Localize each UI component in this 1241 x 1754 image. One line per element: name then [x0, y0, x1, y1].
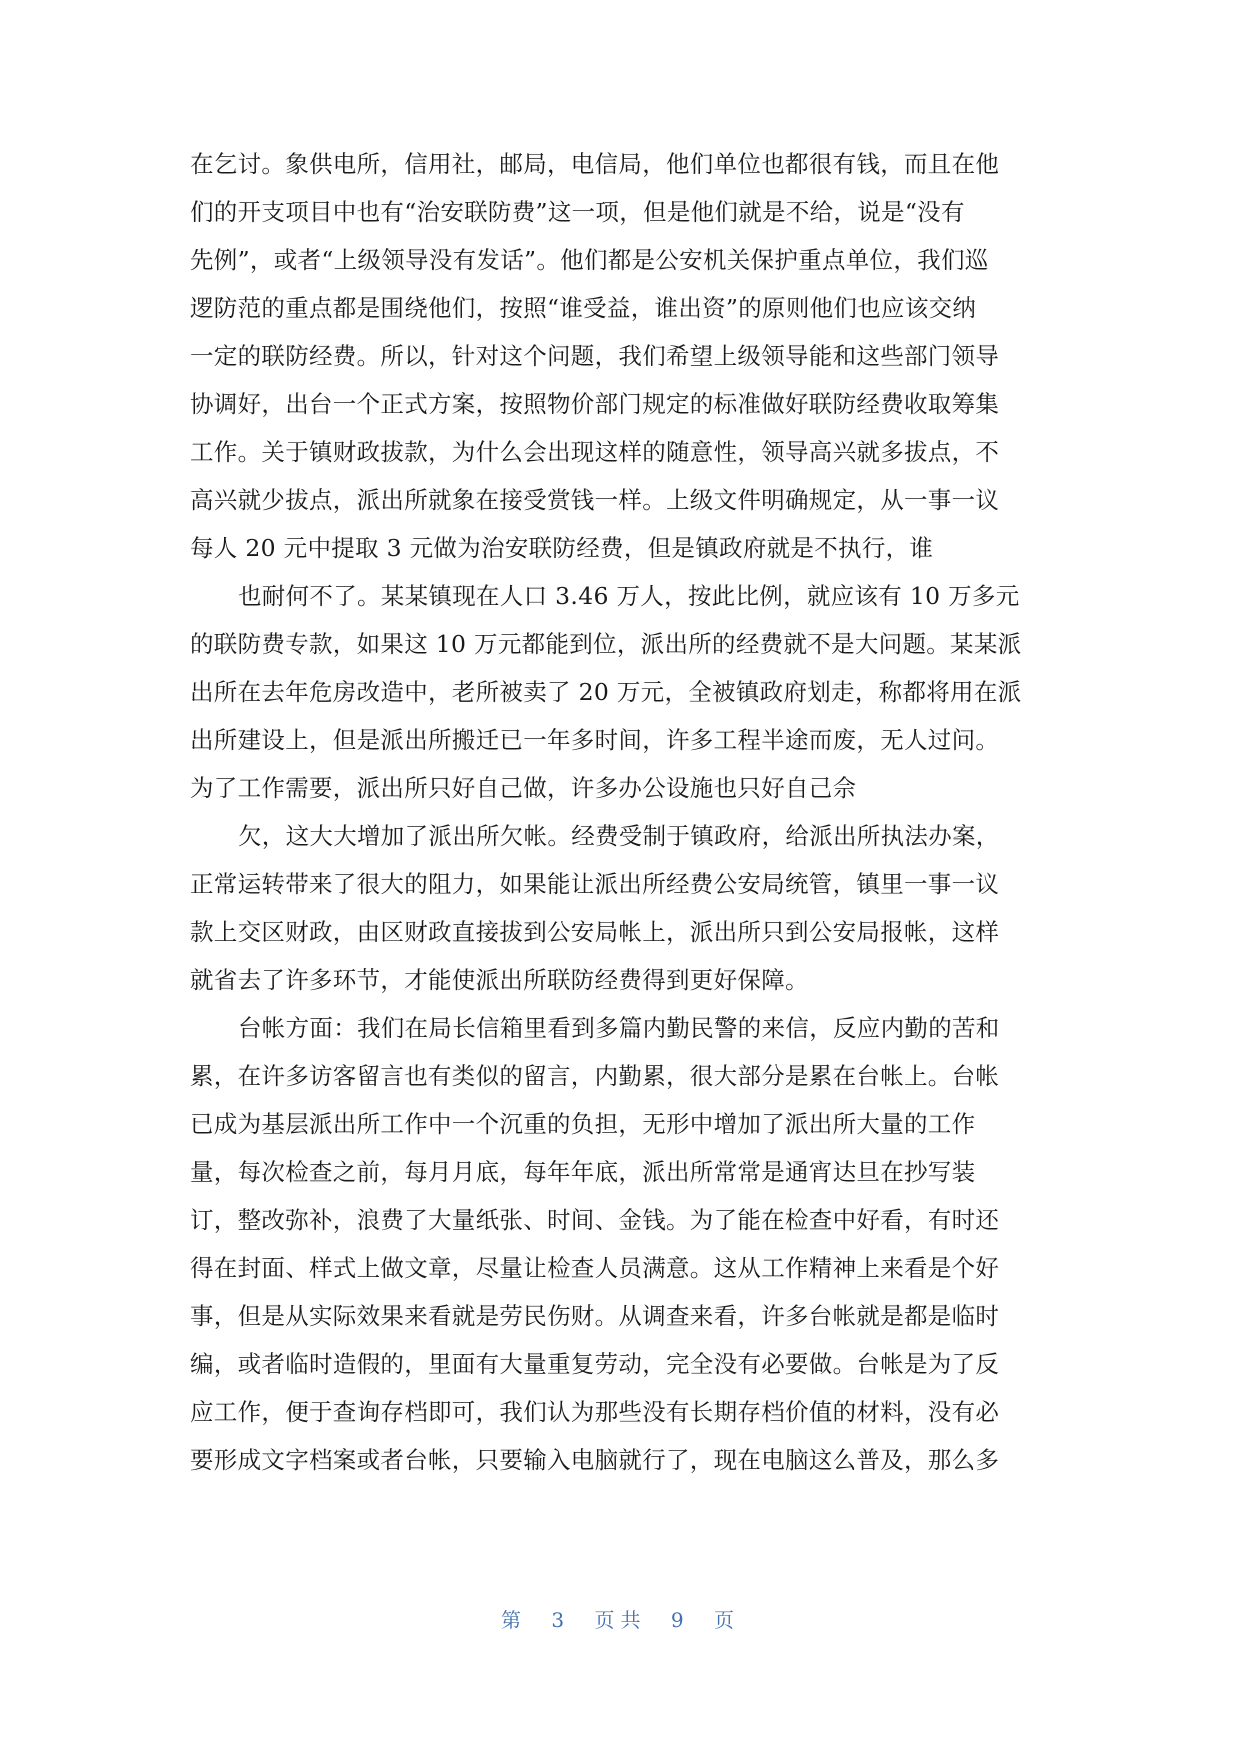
text-line: 量，每次检查之前，每月月底，每年年底，派出所常常是通宵达旦在抄写装 [190, 1158, 976, 1186]
text-line: 的联防费专款，如果这 10 万元都能到位，派出所的经费就不是大问题。某某派 [190, 630, 1022, 658]
text-line: 高兴就少拔点，派出所就象在接受赏钱一样。上级文件明确规定，从一事一议 [190, 486, 1000, 514]
text-line: 要形成文字档案或者台帐，只要输入电脑就行了，现在电脑这么普及，那么多 [190, 1446, 1000, 1474]
text-line: 编，或者临时造假的，里面有大量重复劳动，完全没有必要做。台帐是为了反 [190, 1350, 1000, 1378]
paragraph [190, 140, 1055, 572]
text-line: 们的开支项目中也有“治安联防费”这一项，但是他们就是不给，说是“没有 [190, 198, 965, 226]
text-line: 也耐何不了。某某镇现在人口 3.46 万人，按此比例，就应该有 10 万多元 [238, 582, 1020, 610]
paragraph [190, 1004, 1055, 1484]
text-line: 正常运转带来了很大的阻力，如果能让派出所经费公安局统管，镇里一事一议 [190, 870, 1000, 898]
text-line: 每人 20 元中提取 3 元做为治安联防经费，但是镇政府就是不执行，谁 [190, 534, 934, 562]
current-page-number: 3 [551, 1608, 571, 1632]
text-line: 出所建设上，但是派出所搬迁已一年多时间，许多工程半途而废，无人过问。 [190, 726, 1000, 754]
text-line: 逻防范的重点都是围绕他们，按照“谁受益，谁出资”的原则他们也应该交纳 [190, 294, 977, 322]
text-line: 订，整改弥补，浪费了大量纸张、时间、金钱。为了能在检查中好看，有时还 [190, 1206, 1000, 1234]
total-pages-number: 9 [670, 1608, 690, 1632]
text-line: 事，但是从实际效果来看就是劳民伤财。从调查来看，许多台帐就是都是临时 [190, 1302, 1000, 1330]
text-line: 先例”，或者“上级领导没有发话”。他们都是公安机关保护重点单位，我们巡 [190, 246, 989, 274]
text-line: 已成为基层派出所工作中一个沉重的负担，无形中增加了派出所大量的工作 [190, 1110, 976, 1138]
footer-middle: 页共 [594, 1608, 647, 1632]
text-line: 累，在许多访客留言也有类似的留言，内勤累，很大部分是累在台帐上。台帐 [190, 1062, 1000, 1090]
footer-suffix: 页 [713, 1608, 740, 1632]
text-line: 一定的联防经费。所以，针对这个问题，我们希望上级领导能和这些部门领导 [190, 342, 1000, 370]
text-line: 就省去了许多环节，才能使派出所联防经费得到更好保障。 [190, 966, 809, 994]
text-line: 得在封面、样式上做文章，尽量让检查人员满意。这从工作精神上来看是个好 [190, 1254, 1000, 1282]
document-body [190, 140, 1055, 1484]
paragraph [190, 572, 1055, 812]
text-line: 台帐方面：我们在局长信箱里看到多篇内勤民警的来信，反应内勤的苦和 [238, 1014, 1000, 1042]
text-line: 欠，这大大增加了派出所欠帐。经费受制于镇政府，给派出所执法办案， [238, 822, 1000, 850]
text-line: 协调好，出台一个正式方案，按照物价部门规定的标准做好联防经费收取筹集 [190, 390, 1000, 418]
page-footer [0, 1604, 1241, 1633]
text-line: 为了工作需要，派出所只好自己做，许多办公设施也只好自己佘 [190, 774, 857, 802]
paragraph [190, 812, 1055, 1004]
text-line: 在乞讨。象供电所，信用社，邮局，电信局，他们单位也都很有钱，而且在他 [190, 150, 1000, 178]
footer-prefix: 第 [501, 1608, 528, 1632]
text-line: 工作。关于镇财政拔款，为什么会出现这样的随意性，领导高兴就多拔点，不 [190, 438, 1000, 466]
text-line: 款上交区财政，由区财政直接拔到公安局帐上，派出所只到公安局报帐，这样 [190, 918, 1000, 946]
text-line: 应工作，便于查询存档即可，我们认为那些没有长期存档价值的材料，没有必 [190, 1398, 1000, 1426]
text-line: 出所在去年危房改造中，老所被卖了 20 万元，全被镇政府划走，称都将用在派 [190, 678, 1022, 706]
